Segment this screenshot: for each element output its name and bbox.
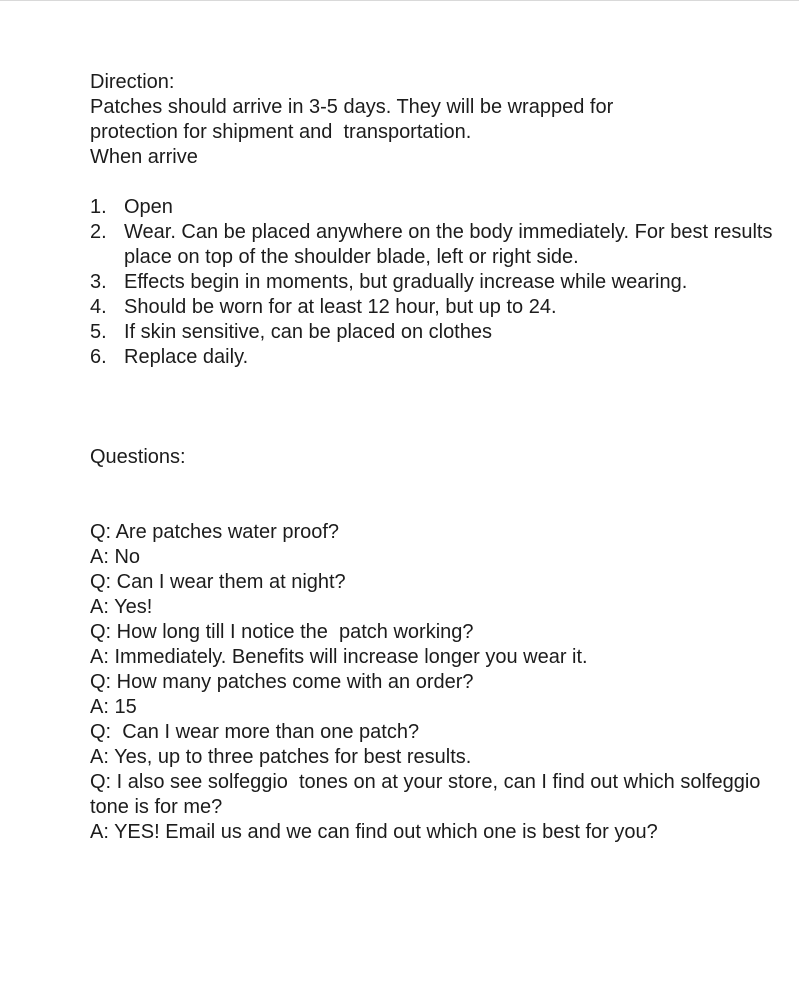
step-number: 2.: [90, 221, 107, 243]
step-item: [90, 320, 780, 345]
faq-line: Q: Can I wear more than one patch?: [90, 721, 420, 743]
direction-intro-line-1: Patches should arrive in 3-5 days. They will be wrapped for: [90, 96, 614, 118]
faq-line: Q: How long till I notice the patch working?: [90, 621, 474, 643]
step-text: Wear. Can be placed anywhere on the body immediately. For best results place on top of the shoulder blade, left or right side.: [124, 221, 773, 268]
step-item: [90, 195, 780, 220]
faq-line: A: Immediately. Benefits will increase longer you wear it.: [90, 646, 588, 668]
step-number: 6.: [90, 346, 107, 368]
faq-line: Q: How many patches come with an order?: [90, 671, 474, 693]
document-page: [90, 70, 780, 845]
step-text: Effects begin in moments, but gradually increase while wearing.: [124, 271, 688, 293]
step-number: 5.: [90, 321, 107, 343]
direction-intro-line-2: protection for shipment and transportation.: [90, 121, 472, 143]
faq-line: Q: Are patches water proof?: [90, 521, 340, 543]
steps-list: [90, 195, 780, 370]
step-text: Should be worn for at least 12 hour, but up to 24.: [124, 296, 557, 318]
step-item: [90, 220, 780, 270]
faq-line: A: No: [90, 546, 141, 568]
faq-line: A: Yes!: [90, 596, 153, 618]
step-item: [90, 270, 780, 295]
faq-line: Q: Can I wear them at night?: [90, 571, 346, 593]
step-text: Replace daily.: [124, 346, 249, 368]
step-number: 4.: [90, 296, 107, 318]
direction-heading: Direction:: [90, 71, 175, 93]
step-text: Open: [124, 196, 173, 218]
step-item: [90, 295, 780, 320]
faq-line: A: 15: [90, 696, 137, 718]
step-item: [90, 345, 780, 370]
faq-line: Q: I also see solfeggio tones on at your store, can I find out which solfeggio tone is for me?: [90, 771, 766, 818]
step-number: 3.: [90, 271, 107, 293]
faq-line: A: Yes, up to three patches for best results.: [90, 746, 472, 768]
top-border: [0, 0, 799, 1]
faq-line: A: YES! Email us and we can find out which one is best for you?: [90, 821, 658, 843]
step-number: 1.: [90, 196, 107, 218]
questions-heading: Questions:: [90, 446, 186, 468]
when-arrive-label: When arrive: [90, 146, 198, 168]
faq-list: [90, 520, 780, 845]
step-text: If skin sensitive, can be placed on clothes: [124, 321, 492, 343]
